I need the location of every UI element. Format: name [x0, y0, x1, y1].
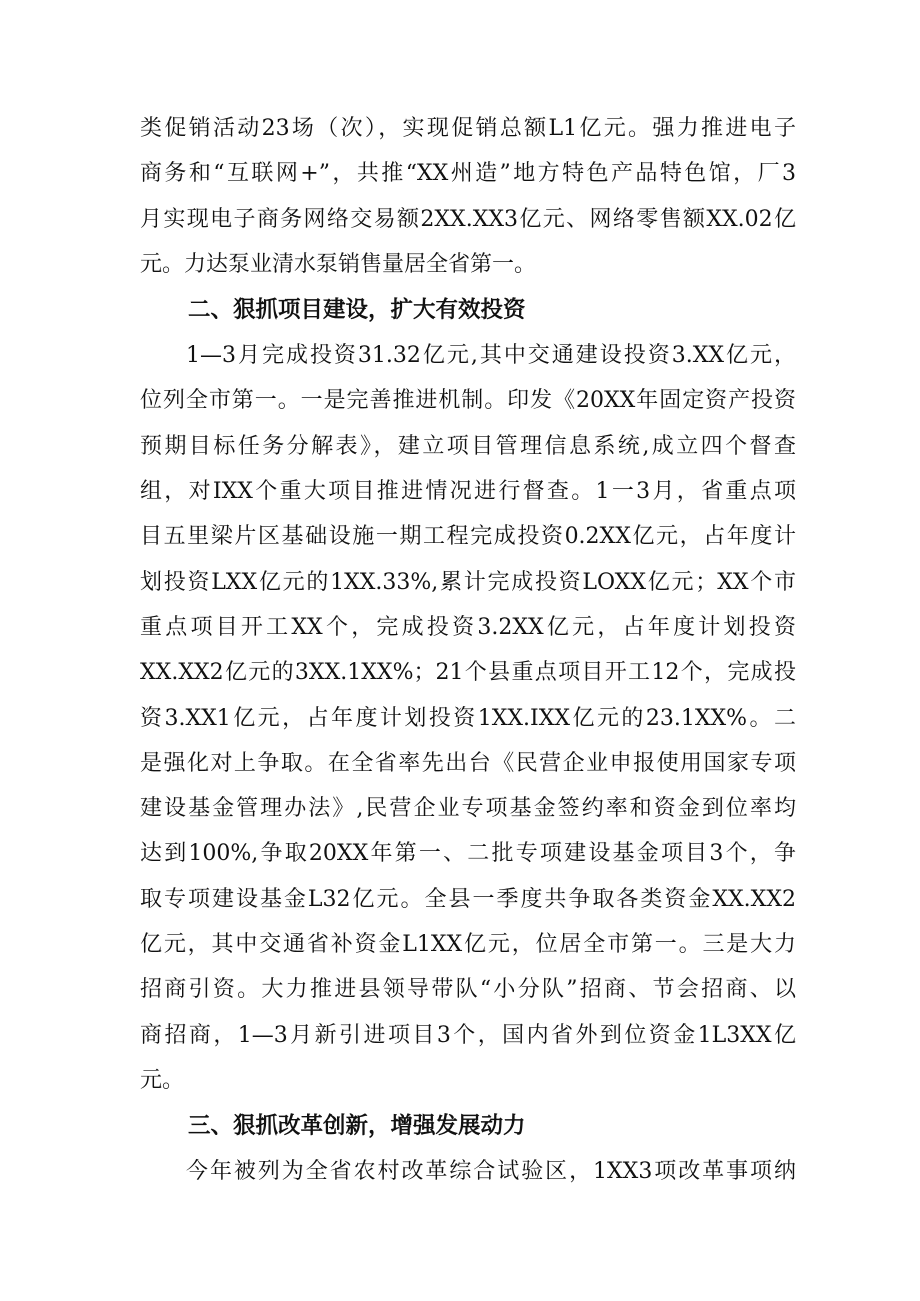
- text-line: 建设基金管理办法》,民营企业专项基金签约率和资金到位率均: [140, 796, 796, 822]
- document-page: [140, 106, 796, 1195]
- section-heading: [140, 1103, 796, 1149]
- text-line: 商务和“互联网+”，共推“XX州造”地方特色产品特色馆，厂3: [140, 161, 796, 187]
- text-line: 达到100%,争取20XX年第一、二批专项建设基金项目3个，争: [140, 841, 796, 867]
- text-line: 招商引资。大力推进县领导带队“小分队”招商、节会招商、以: [140, 977, 796, 1003]
- paragraph: [140, 1149, 796, 1194]
- text-line: 位列全市第一。一是完善推进机制。印发《20XX年固定资产投资: [140, 388, 796, 414]
- paragraph: [140, 106, 796, 287]
- text-line: 类促销活动23场（次），实现促销总额L1亿元。强力推进电子: [140, 116, 796, 141]
- text-line: 今年被列为全省农村改革综合试验区，1XX3项改革事项纳: [186, 1159, 796, 1185]
- text-line: 元。: [140, 1067, 185, 1093]
- text-line: XX.XX2亿元的3XX.1XX%；21个县重点项目开工12个，完成投: [140, 660, 796, 686]
- text-line: 1—3月完成投资31.32亿元,其中交通建设投资3.XX亿元，: [186, 343, 796, 369]
- paragraph: [140, 333, 796, 1103]
- text-line: 元。力达泵业清水泵销售量居全省第一。: [140, 251, 537, 277]
- text-line: 取专项建设基金L32亿元。全县一季度共争取各类资金XX.XX2: [140, 886, 796, 912]
- text-line: 月实现电子商务网络交易额2XX.XX3亿元、网络零售额XX.02亿: [140, 206, 796, 232]
- text-line: 划投资LXX亿元的1XX.33%,累计完成投资LOXX亿元；XX个市: [140, 569, 796, 595]
- text-line: 预期目标任务分解表》，建立项目管理信息系统,成立四个督查: [140, 433, 796, 459]
- text-line: 组，对IXX个重大项目推进情况进行督查。1一3月，省重点项: [140, 479, 796, 505]
- heading-text: 二、狠抓项目建设，扩大有效投资: [188, 297, 526, 324]
- text-line: 资3.XX1亿元，占年度计划投资1XX.IXX亿元的23.1XX%。二: [140, 705, 796, 731]
- text-line: 重点项目开工XX个，完成投资3.2XX亿元，占年度计划投资: [140, 614, 796, 640]
- heading-text: 三、狠抓改革创新，增强发展动力: [188, 1113, 526, 1140]
- text-line: 亿元，其中交通省补资金L1XX亿元，位居全市第一。三是大力: [140, 932, 796, 958]
- text-line: 目五里梁片区基础设施一期工程完成投资0.2XX亿元，占年度计: [140, 524, 796, 550]
- text-line: 是强化对上争取。在全省率先出台《民营企业申报使用国家专项: [140, 750, 796, 776]
- section-heading: [140, 287, 796, 333]
- text-line: 商招商，1—3月新引进项目3个，国内省外到位资金1L3XX亿: [140, 1022, 796, 1048]
